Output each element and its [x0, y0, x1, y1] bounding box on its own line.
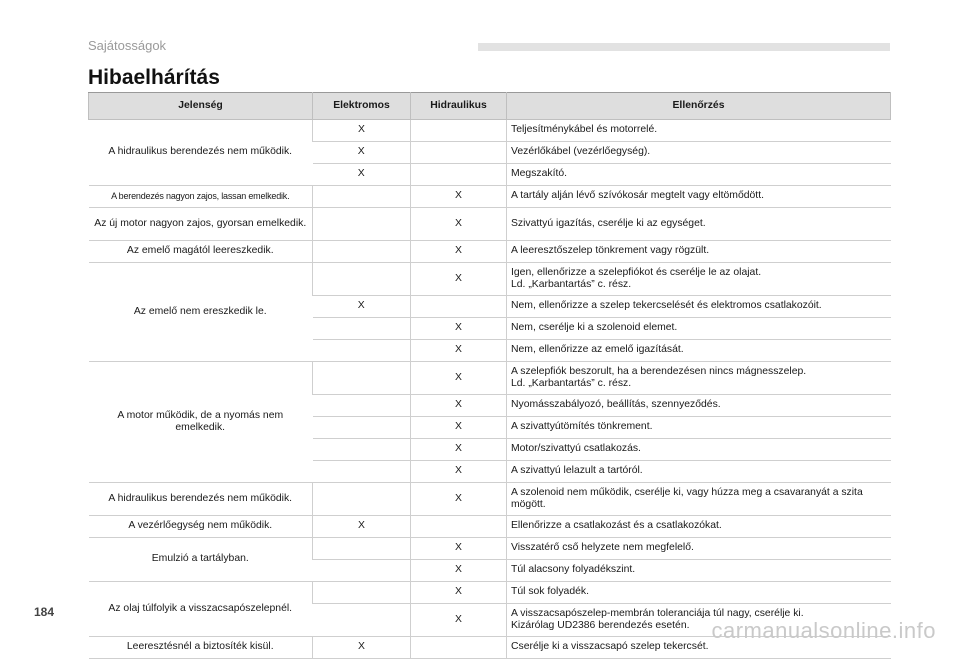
- table-row: [89, 208, 891, 241]
- check-cell: A leeresztőszelep tönkrement vagy rögzült.: [507, 241, 891, 263]
- electrical-cell: [313, 186, 411, 208]
- check-cell: Teljesítménykábel és motorrelé.: [507, 120, 891, 142]
- hydraulic-cell: [411, 164, 507, 186]
- check-cell: Megszakító.: [507, 164, 891, 186]
- check-cell: A visszacsapószelep-membrán toleranciája túl nagy, cserélje ki. Kizárólag UD2386 berendezés esetén.: [507, 604, 891, 637]
- page-title: Hibaelhárítás: [88, 66, 220, 89]
- table-row: [89, 120, 891, 142]
- column-header-electrical: Elektromos: [313, 93, 411, 120]
- electrical-cell: [313, 604, 411, 637]
- hydraulic-cell: X: [411, 318, 507, 340]
- symptom-cell: Az olaj túlfolyik a visszacsapószelepnél.: [89, 582, 313, 637]
- check-cell: Nem, cserélje ki a szolenoid elemet.: [507, 318, 891, 340]
- check-cell: A szivattyú lelazult a tartóról.: [507, 461, 891, 483]
- table-row: [89, 263, 891, 296]
- hydraulic-cell: [411, 637, 507, 659]
- page-number: 184: [34, 605, 55, 619]
- table-row: [89, 241, 891, 263]
- electrical-cell: [313, 582, 411, 604]
- hydraulic-cell: [411, 516, 507, 538]
- check-cell: Túl alacsony folyadékszint.: [507, 560, 891, 582]
- electrical-cell: [313, 395, 411, 417]
- hydraulic-cell: X: [411, 461, 507, 483]
- table-row: [89, 516, 891, 538]
- symptom-cell: Az emelő magától leereszkedik.: [89, 241, 313, 263]
- table-row: [89, 186, 891, 208]
- electrical-cell: [313, 560, 411, 582]
- table-header-row: [89, 93, 891, 120]
- hydraulic-cell: X: [411, 263, 507, 296]
- symptom-cell: Az emelő nem ereszkedik le.: [89, 263, 313, 362]
- symptom-cell: A hidraulikus berendezés nem működik.: [89, 483, 313, 516]
- electrical-cell: X: [313, 637, 411, 659]
- troubleshooting-table: [88, 92, 891, 659]
- hydraulic-cell: X: [411, 439, 507, 461]
- electrical-cell: [313, 340, 411, 362]
- electrical-cell: [313, 318, 411, 340]
- hydraulic-cell: [411, 142, 507, 164]
- hydraulic-cell: X: [411, 483, 507, 516]
- header-divider-bar: [478, 43, 890, 51]
- electrical-cell: X: [313, 296, 411, 318]
- table-row: [89, 538, 891, 560]
- electrical-cell: [313, 483, 411, 516]
- check-cell: Nem, ellenőrizze az emelő igazítását.: [507, 340, 891, 362]
- check-cell: Igen, ellenőrizze a szelepfiókot és cserélje le az olajat. Ld. „Karbantartás” c. rész.: [507, 263, 891, 296]
- hydraulic-cell: X: [411, 604, 507, 637]
- symptom-cell: A berendezés nagyon zajos, lassan emelkedik.: [89, 186, 313, 208]
- check-cell: A tartály alján lévő szívókosár megtelt vagy eltömődött.: [507, 186, 891, 208]
- table-row: [89, 362, 891, 395]
- hydraulic-cell: X: [411, 582, 507, 604]
- hydraulic-cell: X: [411, 186, 507, 208]
- check-cell: Motor/szivattyú csatlakozás.: [507, 439, 891, 461]
- electrical-cell: [313, 439, 411, 461]
- check-cell: Ellenőrizze a csatlakozást és a csatlakozókat.: [507, 516, 891, 538]
- table-row: [89, 582, 891, 604]
- hydraulic-cell: X: [411, 362, 507, 395]
- electrical-cell: [313, 538, 411, 560]
- symptom-cell: Emulzió a tartályban.: [89, 538, 313, 582]
- electrical-cell: [313, 241, 411, 263]
- hydraulic-cell: X: [411, 560, 507, 582]
- hydraulic-cell: X: [411, 208, 507, 241]
- electrical-cell: X: [313, 142, 411, 164]
- symptom-cell: Az új motor nagyon zajos, gyorsan emelkedik.: [89, 208, 313, 241]
- electrical-cell: X: [313, 516, 411, 538]
- symptom-cell: Leeresztésnél a biztosíték kisül.: [89, 637, 313, 659]
- symptom-cell: A hidraulikus berendezés nem működik.: [89, 120, 313, 186]
- electrical-cell: [313, 417, 411, 439]
- hydraulic-cell: X: [411, 395, 507, 417]
- hydraulic-cell: X: [411, 340, 507, 362]
- hydraulic-cell: [411, 296, 507, 318]
- check-cell: Szivattyú igazítás, cserélje ki az egységet.: [507, 208, 891, 241]
- column-header-symptom: Jelenség: [89, 93, 313, 120]
- electrical-cell: X: [313, 164, 411, 186]
- check-cell: Cserélje ki a visszacsapó szelep tekercsét.: [507, 637, 891, 659]
- column-header-check: Ellenőrzés: [507, 93, 891, 120]
- hydraulic-cell: X: [411, 538, 507, 560]
- watermark: carmanualsonline.info: [711, 618, 936, 643]
- electrical-cell: [313, 263, 411, 296]
- hydraulic-cell: X: [411, 241, 507, 263]
- electrical-cell: X: [313, 120, 411, 142]
- check-cell: A szelepfiók beszorult, ha a berendezésen nincs mágnesszelep. Ld. „Karbantartás” c. rész.: [507, 362, 891, 395]
- check-cell: Túl sok folyadék.: [507, 582, 891, 604]
- check-cell: Visszatérő cső helyzete nem megfelelő.: [507, 538, 891, 560]
- check-cell: Vezérlőkábel (vezérlőegység).: [507, 142, 891, 164]
- check-cell: Nem, ellenőrizze a szelep tekercselését és elektromos csatlakozóit.: [507, 296, 891, 318]
- check-cell: A szivattyútömítés tönkrement.: [507, 417, 891, 439]
- symptom-cell: A vezérlőegység nem működik.: [89, 516, 313, 538]
- electrical-cell: [313, 362, 411, 395]
- column-header-hydraulic: Hidraulikus: [411, 93, 507, 120]
- table-row: [89, 483, 891, 516]
- symptom-cell: A motor működik, de a nyomás nem emelkedik.: [89, 362, 313, 483]
- check-cell: Nyomásszabályozó, beállítás, szennyeződés.: [507, 395, 891, 417]
- hydraulic-cell: X: [411, 417, 507, 439]
- check-cell: A szolenoid nem működik, cserélje ki, vagy húzza meg a csavaranyát a szita mögött.: [507, 483, 891, 516]
- electrical-cell: [313, 461, 411, 483]
- electrical-cell: [313, 208, 411, 241]
- hydraulic-cell: [411, 120, 507, 142]
- section-header: Sajátosságok: [88, 38, 167, 53]
